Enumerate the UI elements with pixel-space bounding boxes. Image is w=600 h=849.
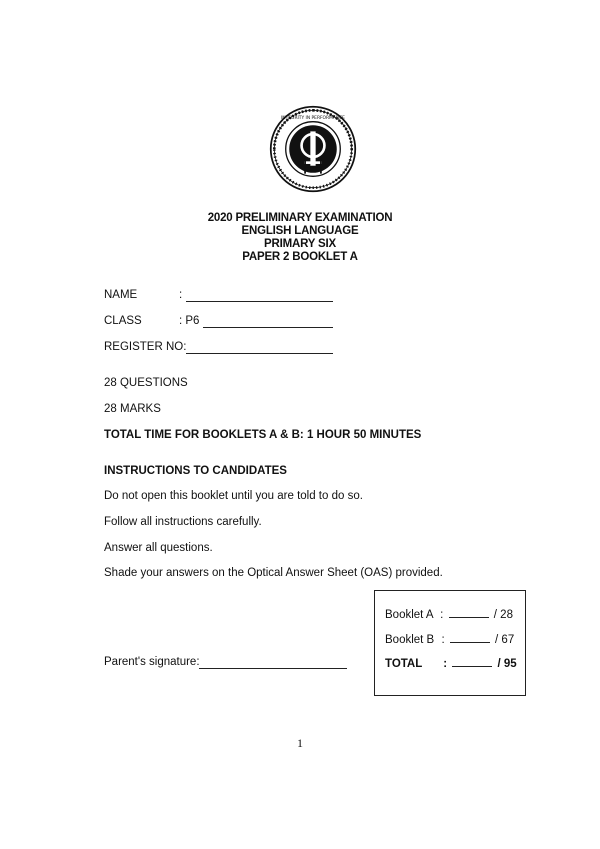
score-row-total [385,658,517,670]
marks-count: 28 MARKS [104,403,161,415]
score-field[interactable] [449,617,489,618]
score-row-max: / 28 [493,609,513,621]
score-row-max: / 67 [495,634,515,646]
score-row-label: TOTAL [385,658,423,670]
class-field[interactable] [203,327,333,328]
score-box [374,590,526,696]
instruction-item: Do not open this booklet until you are told to do so. [104,490,363,502]
signature-label: Parent's signature: [104,656,200,668]
class-prefix: : P6 [179,315,200,327]
score-row-booklet-a [385,609,513,621]
score-row-colon: : [441,634,445,646]
score-row-max: / 95 [497,658,517,670]
subject-title: ENGLISH LANGUAGE [241,225,359,237]
name-label: NAME [104,289,138,301]
level-title: PRIMARY SIX [264,238,336,250]
score-row-label: Booklet A [385,609,433,621]
score-row-booklet-b [385,634,514,646]
score-row-colon: : [443,658,448,670]
name-field[interactable] [186,301,333,302]
score-row-label: Booklet B [385,634,435,646]
instruction-item: Answer all questions. [104,542,213,554]
score-row-colon: : [440,609,444,621]
name-colon: : [179,289,183,301]
paper-title: PAPER 2 BOOKLET A [242,251,358,263]
crest-motto: INTEGRITY IN PERFORMANCE [281,116,345,122]
exam-title: 2020 PRELIMINARY EXAMINATION [207,212,393,224]
questions-count: 28 QUESTIONS [104,377,188,389]
total-time: TOTAL TIME FOR BOOKLETS A & B: 1 HOUR 50 MINUTES [104,429,422,441]
signature-field[interactable] [199,668,347,669]
register-label: REGISTER NO: [104,341,187,353]
register-field[interactable] [186,353,333,354]
score-field[interactable] [452,666,492,667]
instructions-heading: INSTRUCTIONS TO CANDIDATES [104,465,287,477]
school-crest-icon [269,105,357,193]
instruction-item: Shade your answers on the Optical Answer Sheet (OAS) provided. [104,567,443,579]
page-number: 1 [297,736,303,750]
class-label: CLASS [104,315,142,327]
score-field[interactable] [450,642,490,643]
instruction-item: Follow all instructions carefully. [104,516,262,528]
